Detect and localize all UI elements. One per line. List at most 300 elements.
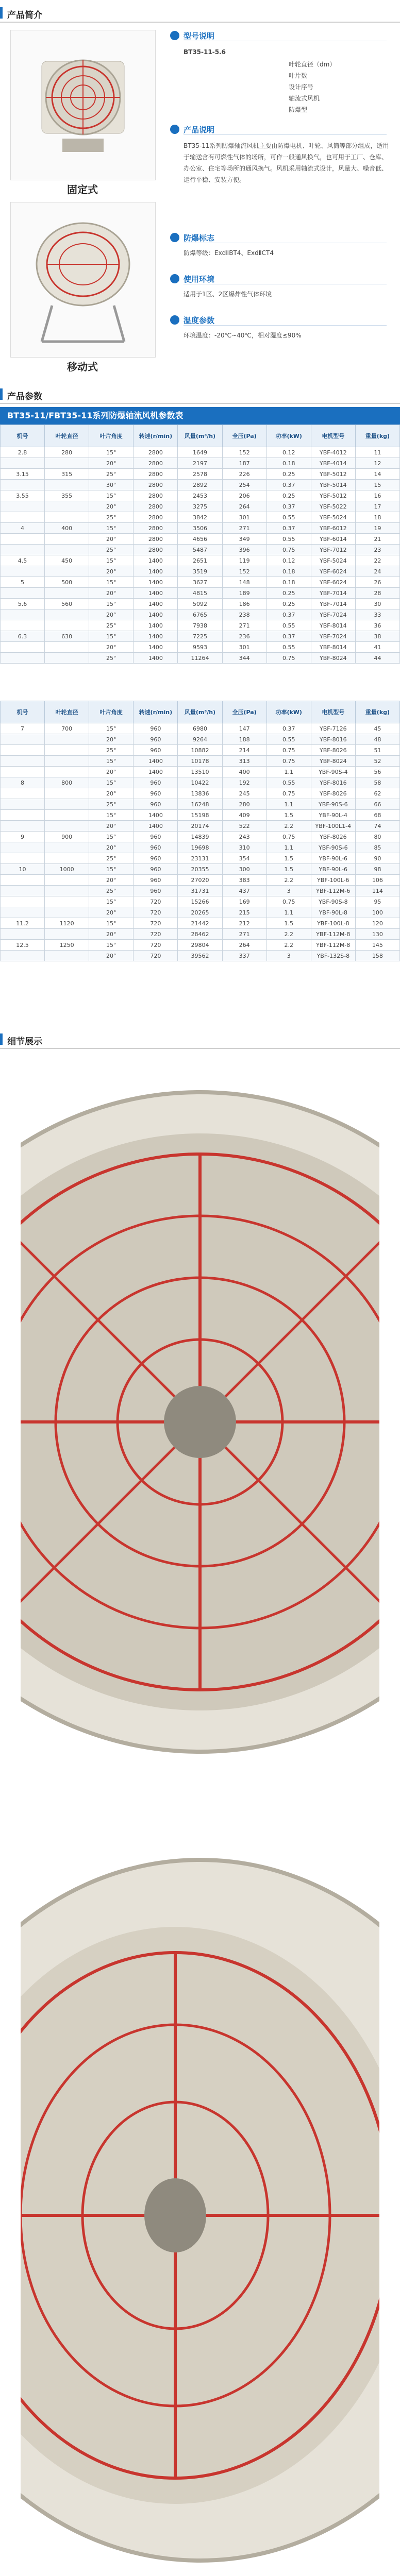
table1-title: BT35-11/FBT35-11系列防爆轴流风机参数表 [0,407,400,425]
table-cell: 1400 [134,555,178,566]
table-cell [1,767,45,777]
table-cell: 1400 [134,566,178,577]
table-row [1,501,400,512]
table-cell: 20174 [178,821,222,832]
info-dot-icon [170,315,179,325]
table-cell: 1000 [45,864,89,875]
table-cell: 2800 [134,458,178,469]
table-cell: YBF-5012 [311,469,355,480]
table-cell: 25° [89,799,134,810]
table-cell: 19 [355,523,399,534]
table-cell [45,588,89,599]
info-title: 型号说明 [184,31,215,41]
table-cell: YBF-4014 [311,458,355,469]
table-cell: 355 [45,490,89,501]
info-dot-icon [170,31,179,40]
table-cell: 960 [134,723,178,734]
table-cell: 0.55 [266,620,311,631]
table-cell: 15° [89,864,134,875]
table-cell: 2800 [134,512,178,523]
table-cell: 26 [355,577,399,588]
table-cell [1,653,45,664]
table-cell: 15° [89,723,134,734]
table-cell: YBF-5014 [311,480,355,490]
table-cell: YBF-5012 [311,490,355,501]
table-row [1,788,400,799]
table-cell: 960 [134,745,178,756]
table-cell: 41 [355,642,399,653]
table-cell: YBF-112M-6 [311,886,355,896]
table-cell [45,609,89,620]
section-bar [0,388,3,400]
table-cell: YBF-7024 [311,609,355,620]
table-cell: 2800 [134,480,178,490]
section-bar [0,7,3,19]
table-cell: 38 [355,631,399,642]
table-cell: 25° [89,853,134,864]
table-cell: 383 [222,875,266,886]
table-cell: 187 [222,458,266,469]
table-cell: 1.1 [266,767,311,777]
table-cell: 0.75 [266,832,311,842]
table-cell: 24 [355,566,399,577]
table-cell: 226 [222,469,266,480]
table-cell: 11264 [178,653,222,664]
table-cell: 5 [1,577,45,588]
table-cell: 310 [222,842,266,853]
table-cell: 20° [89,951,134,961]
table-cell [45,620,89,631]
table-cell: 95 [355,896,399,907]
table-row [1,599,400,609]
table-row [1,734,400,745]
table-cell: 15° [89,577,134,588]
table-cell: 68 [355,810,399,821]
table-cell: 960 [134,886,178,896]
table-cell: 20355 [178,864,222,875]
table-row [1,642,400,653]
table-cell [1,534,45,545]
table-cell [45,788,89,799]
table-cell: 6765 [178,609,222,620]
table-cell [45,929,89,940]
table-cell: 212 [222,918,266,929]
table-cell: 9593 [178,642,222,653]
caption-fixed: 固定式 [67,183,98,196]
table-cell: 0.75 [266,896,311,907]
table-cell: 2197 [178,458,222,469]
table-cell: 2800 [134,501,178,512]
table-cell: 720 [134,951,178,961]
table-cell: 7938 [178,620,222,631]
table-cell: 0.75 [266,745,311,756]
table-cell: YBF-8014 [311,642,355,653]
table-cell [45,566,89,577]
table-cell: 280 [222,799,266,810]
table-cell: 960 [134,853,178,864]
table-row [1,545,400,555]
table-row [1,458,400,469]
table-cell: 1.1 [266,842,311,853]
table-cell: 15266 [178,896,222,907]
table-cell [45,534,89,545]
model-code: BT35-11-5.6 [184,48,226,56]
table-cell: 1649 [178,447,222,458]
table-cell: 90 [355,853,399,864]
table-cell: 301 [222,512,266,523]
table-cell: 720 [134,940,178,951]
table-cell: 20° [89,609,134,620]
column-header: 功率(kW) [266,425,311,447]
table-cell: 28 [355,588,399,599]
table-cell: YBF-90S-6 [311,842,355,853]
table-cell: 13836 [178,788,222,799]
table-cell: YBF-6012 [311,523,355,534]
table-cell: 10422 [178,777,222,788]
table-cell: 3.55 [1,490,45,501]
table-cell: 20° [89,566,134,577]
table-cell: 800 [45,777,89,788]
table-cell: 21442 [178,918,222,929]
table-cell [1,566,45,577]
table-cell [45,767,89,777]
table-cell [1,788,45,799]
section-title: 产品简介 [7,10,42,21]
table-cell: 20° [89,734,134,745]
table-cell [45,886,89,896]
table-row [1,842,400,853]
table-cell: 2.2 [266,940,311,951]
table-cell: 0.55 [266,734,311,745]
table-cell: 23 [355,545,399,555]
table-cell: 62 [355,788,399,799]
table-cell: 960 [134,842,178,853]
table-cell: 145 [355,940,399,951]
table-cell: YBF-7014 [311,588,355,599]
column-header: 全压(Pa) [222,701,266,723]
table-cell: 2800 [134,534,178,545]
table-cell: 29804 [178,940,222,951]
table-cell: 0.37 [266,609,311,620]
section-header-params [0,385,400,404]
table-row [1,918,400,929]
table-cell: 148 [222,577,266,588]
table-cell: 0.18 [266,458,311,469]
table-row [1,777,400,788]
table-cell [1,745,45,756]
table2-header-row [1,701,400,723]
table-cell: 960 [134,777,178,788]
spec-table-2 [0,701,400,961]
table-cell [45,799,89,810]
table-row [1,447,400,458]
model-line-1: 叶轮直径（dm） [289,61,336,68]
table-cell [1,642,45,653]
table-row [1,588,400,599]
table-cell: 720 [134,929,178,940]
table-row [1,756,400,767]
table-cell: 0.37 [266,501,311,512]
table-cell [1,896,45,907]
table-cell: 188 [222,734,266,745]
table-cell: 2.2 [266,875,311,886]
table-cell: 158 [355,951,399,961]
table-cell [1,545,45,555]
table-cell: 85 [355,842,399,853]
section-title: 细节展示 [7,1037,42,1047]
table-row [1,480,400,490]
table-cell: 0.25 [266,490,311,501]
table-cell: 2800 [134,447,178,458]
table-cell: 560 [45,599,89,609]
table-row [1,907,400,918]
table-cell: 15° [89,940,134,951]
table-cell: 4.5 [1,555,45,566]
table-cell: YBF-90L-6 [311,853,355,864]
table-cell: 0.75 [266,756,311,767]
table-cell: 271 [222,620,266,631]
mobile-fan-photo [10,202,156,358]
table-cell: 16248 [178,799,222,810]
column-header: 重量(kg) [355,425,399,447]
table-cell: YBF-7024 [311,631,355,642]
info-title: 防爆标志 [184,233,215,243]
table-cell: 0.37 [266,523,311,534]
table-cell: 192 [222,777,266,788]
table-cell: 18 [355,512,399,523]
mobile-fan-illustration [11,202,155,357]
table-cell: 215 [222,907,266,918]
table-cell: 0.75 [266,653,311,664]
table-cell: 1.5 [266,918,311,929]
table-cell: 23131 [178,853,222,864]
table-cell: 1400 [134,767,178,777]
table-cell: YBF-8024 [311,756,355,767]
table-cell [45,951,89,961]
table-cell: 169 [222,896,266,907]
table-cell: 114 [355,886,399,896]
table-cell: 3627 [178,577,222,588]
fixed-fan-photo [10,30,156,180]
table-cell [45,512,89,523]
table1-body [1,447,400,664]
detail-fan-front [21,1061,379,1793]
table-cell: 0.55 [266,642,311,653]
table-cell: 20° [89,929,134,940]
table-cell [1,951,45,961]
table-cell: 3 [266,951,311,961]
table-cell: 10882 [178,745,222,756]
table-cell: 30° [89,480,134,490]
table-cell: 1400 [134,588,178,599]
table-cell: YBF-5024 [311,555,355,566]
table-cell: 0.75 [266,545,311,555]
info-header-explosion [170,232,387,243]
column-header: 电机型号 [311,425,355,447]
table-row [1,810,400,821]
table-row [1,523,400,534]
table-cell: 720 [134,896,178,907]
table-row [1,929,400,940]
table-cell: 264 [222,501,266,512]
table-cell: 3 [266,886,311,896]
table-cell: 960 [134,788,178,799]
table-cell [1,929,45,940]
table-row [1,490,400,501]
table-cell: 245 [222,788,266,799]
table-cell: 11 [355,447,399,458]
table-cell [1,799,45,810]
table-cell: 20° [89,875,134,886]
table-row [1,469,400,480]
table-cell: 960 [134,832,178,842]
table-cell: 720 [134,907,178,918]
table-cell: 15° [89,599,134,609]
table-cell: 1.1 [266,799,311,810]
column-header: 叶片角度 [89,425,134,447]
table-cell [1,907,45,918]
table-cell: 25° [89,512,134,523]
table-cell: 0.37 [266,631,311,642]
table-cell: 25° [89,620,134,631]
table-row [1,799,400,810]
table-cell: 0.37 [266,480,311,490]
table-cell: 6.3 [1,631,45,642]
table-row [1,886,400,896]
section-header-intro [0,4,400,23]
table-cell: 4815 [178,588,222,599]
table-cell [1,821,45,832]
table-cell [1,756,45,767]
table-cell: 0.25 [266,599,311,609]
model-line-3: 设计序号 [289,83,314,91]
table-cell [1,512,45,523]
table-cell: 25° [89,653,134,664]
table-cell: 9 [1,832,45,842]
table-cell: 10 [1,864,45,875]
table-cell: 20° [89,642,134,653]
table-cell: 400 [222,767,266,777]
temp-text: 环境温度：-20℃~40℃，相对湿度≤90% [184,332,302,339]
table-cell: 264 [222,940,266,951]
table-cell: 33 [355,609,399,620]
table-cell: 2.2 [266,821,311,832]
table-cell [45,745,89,756]
table2-body [1,723,400,961]
table-cell: 2.8 [1,447,45,458]
table-cell: YBF-8024 [311,653,355,664]
section-bar [0,1033,3,1045]
table-cell: 12 [355,458,399,469]
table-cell: 15° [89,447,134,458]
table-cell: 15° [89,523,134,534]
table-cell: 152 [222,447,266,458]
column-header: 全压(Pa) [222,425,266,447]
table-cell [1,875,45,886]
table-cell [1,886,45,896]
table-cell [45,642,89,653]
table-cell: 16 [355,490,399,501]
table-cell: 0.75 [266,788,311,799]
table-cell: 409 [222,810,266,821]
table-row [1,512,400,523]
table-cell [45,756,89,767]
table-cell: 8 [1,777,45,788]
table-cell: 7225 [178,631,222,642]
table-cell: 9264 [178,734,222,745]
column-header: 重量(kg) [355,701,399,723]
table-cell: 15° [89,631,134,642]
table-cell: 119 [222,555,266,566]
table-cell: YBF-7012 [311,545,355,555]
table-cell: 14839 [178,832,222,842]
table-row [1,609,400,620]
table-cell: 7 [1,723,45,734]
detail-photo-2 [21,1824,379,2576]
table-cell: 15 [355,480,399,490]
table-cell: 1400 [134,631,178,642]
table-cell: 280 [45,447,89,458]
table-cell: 15° [89,896,134,907]
table-cell: 0.25 [266,588,311,599]
table-cell: 900 [45,832,89,842]
table-cell: 349 [222,534,266,545]
table-cell: 120 [355,918,399,929]
table-cell: YBF-8016 [311,734,355,745]
table-cell [45,458,89,469]
table-cell: 1400 [134,756,178,767]
intro-text: BT35-11系列防爆轴流风机主要由防爆电机、叶轮、风筒等部分组成，适用于输送含有可燃性气体的场所，可作一般通风换气，也可用于工厂、仓库、办公室、住宅等场所的通风换气。风机采用轴流式设计，风量大、噪音低、运行平稳、安装方便。 [184,142,389,183]
table-cell: 20° [89,501,134,512]
table-cell: YBF-8026 [311,832,355,842]
table-cell: 39562 [178,951,222,961]
table-cell [1,620,45,631]
table-cell [1,853,45,864]
table-cell: 189 [222,588,266,599]
table-cell: 30 [355,599,399,609]
use-text: 适用于1区、2区爆炸性气体环境 [184,291,272,298]
table-cell: 522 [222,821,266,832]
table-cell: 20° [89,907,134,918]
table-cell: 25° [89,745,134,756]
table-cell: 238 [222,609,266,620]
table-cell: 960 [134,734,178,745]
table-row [1,767,400,777]
table-cell: 4 [1,523,45,534]
explosion-text: 防爆等级：ExdⅡBT4、ExdⅡCT4 [184,249,274,257]
table-cell: YBF-6024 [311,577,355,588]
table-cell: 15° [89,810,134,821]
table-cell: YBF-7126 [311,723,355,734]
table-cell: YBF-100L1-4 [311,821,355,832]
table-cell: 36 [355,620,399,631]
table-row [1,631,400,642]
table-cell: 2800 [134,545,178,555]
model-line-2: 叶片数 [289,72,308,79]
caption-mobile: 移动式 [67,361,98,373]
table-cell: YBF-100L-6 [311,875,355,886]
table-cell: 315 [45,469,89,480]
table-cell: YBF-8026 [311,788,355,799]
table-cell: 300 [222,864,266,875]
table-cell: 271 [222,523,266,534]
table-cell: 5.6 [1,599,45,609]
table-cell: 186 [222,599,266,609]
table-cell: 51 [355,745,399,756]
table-cell: 5487 [178,545,222,555]
table-cell: 337 [222,951,266,961]
info-title: 使用环境 [184,275,215,284]
